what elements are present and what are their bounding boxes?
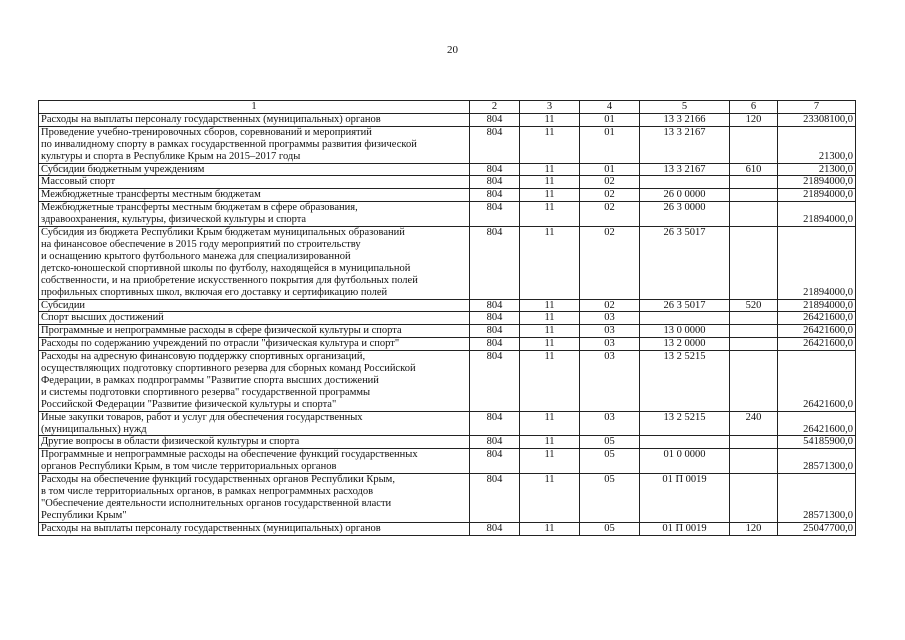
amount-cell: 21300,0 <box>778 126 856 163</box>
expense-name-line: и оснащению крытого футбольного манежа для специализированной <box>41 250 351 262</box>
amount-cell: 26421600,0 <box>778 351 856 412</box>
expense-name-line: Субсидия из бюджета Республики Крым бюджетам муниципальных образований <box>41 227 405 239</box>
expense-type-code-cell: 120 <box>730 113 778 126</box>
amount-cell: 26421600,0 <box>778 312 856 325</box>
table-row <box>39 351 856 412</box>
subsection-code-cell: 02 <box>580 202 640 227</box>
expense-name-cell <box>39 312 470 325</box>
target-item-code-cell: 26 0 0000 <box>640 189 730 202</box>
section-code-cell: 11 <box>520 411 580 436</box>
amount-cell: 21894000,0 <box>778 299 856 312</box>
expense-name-line: Расходы на выплаты персоналу государственных (муниципальных) органов <box>41 522 381 534</box>
expense-name-cell <box>39 522 470 535</box>
department-code-cell: 804 <box>470 299 520 312</box>
subsection-code-cell: 03 <box>580 351 640 412</box>
department-code-cell: 804 <box>470 436 520 449</box>
department-code-cell: 804 <box>470 325 520 338</box>
expense-name-line: Субсидии бюджетным учреждениям <box>41 163 205 175</box>
subsection-code-cell: 02 <box>580 189 640 202</box>
expense-name-line: на финансовое обеспечение в 2015 году мероприятий по строительству <box>41 238 361 250</box>
department-code-cell: 804 <box>470 411 520 436</box>
table-row <box>39 411 856 436</box>
target-item-code-cell: 13 3 2167 <box>640 126 730 163</box>
expense-name-cell <box>39 126 470 163</box>
section-code-cell: 11 <box>520 189 580 202</box>
section-code-cell: 11 <box>520 312 580 325</box>
expense-name-line: Расходы на адресную финансовую поддержку спортивных организаций, <box>41 351 366 363</box>
table-row <box>39 189 856 202</box>
expense-type-code-cell <box>730 189 778 202</box>
table-row <box>39 126 856 163</box>
subsection-code-cell: 05 <box>580 449 640 474</box>
expense-name-line: Другие вопросы в области физической культуры и спорта <box>41 436 300 448</box>
expense-name-cell <box>39 227 470 299</box>
expense-name-line: Спорт высших достижений <box>41 312 164 324</box>
target-item-code-cell: 26 3 5017 <box>640 227 730 299</box>
budget-table-container <box>38 100 856 536</box>
department-code-cell: 804 <box>470 449 520 474</box>
amount-cell: 21894000,0 <box>778 189 856 202</box>
table-row <box>39 163 856 176</box>
expense-type-code-cell <box>730 351 778 412</box>
amount-cell: 54185900,0 <box>778 436 856 449</box>
amount-cell: 26421600,0 <box>778 338 856 351</box>
expense-name-line: собственности, и на приобретение искусственного покрытия для футбольных полей <box>41 274 418 286</box>
amount-cell: 25047700,0 <box>778 522 856 535</box>
section-code-cell: 11 <box>520 338 580 351</box>
expense-type-code-cell <box>730 474 778 523</box>
expense-name-cell <box>39 449 470 474</box>
expense-name-line: Расходы на обеспечение функций государственных органов Республики Крым, <box>41 474 395 486</box>
expense-type-code-cell <box>730 126 778 163</box>
department-code-cell: 804 <box>470 113 520 126</box>
section-code-cell: 11 <box>520 351 580 412</box>
section-code-cell: 11 <box>520 176 580 189</box>
column-header: 1 <box>39 101 470 114</box>
expense-name-line: Расходы на выплаты персоналу государственных (муниципальных) органов <box>41 113 381 125</box>
table-row <box>39 176 856 189</box>
table-row <box>39 202 856 227</box>
expense-name-line: здравоохранения, культуры, физической культуры и спорта <box>41 214 307 226</box>
expense-name-cell <box>39 411 470 436</box>
subsection-code-cell: 02 <box>580 299 640 312</box>
department-code-cell: 804 <box>470 522 520 535</box>
expense-type-code-cell: 610 <box>730 163 778 176</box>
subsection-code-cell: 05 <box>580 436 640 449</box>
expense-type-code-cell: 120 <box>730 522 778 535</box>
target-item-code-cell <box>640 312 730 325</box>
expense-name-line: профильных спортивных школ, включая его доставку и сертификацию полей <box>41 286 388 298</box>
target-item-code-cell <box>640 176 730 189</box>
target-item-code-cell: 13 2 0000 <box>640 338 730 351</box>
department-code-cell: 804 <box>470 227 520 299</box>
expense-type-code-cell: 520 <box>730 299 778 312</box>
table-row <box>39 325 856 338</box>
department-code-cell: 804 <box>470 474 520 523</box>
table-row <box>39 113 856 126</box>
section-code-cell: 11 <box>520 299 580 312</box>
column-header: 4 <box>580 101 640 114</box>
section-code-cell: 11 <box>520 163 580 176</box>
amount-cell: 26421600,0 <box>778 411 856 436</box>
department-code-cell: 804 <box>470 338 520 351</box>
expense-name-line: Программные и непрограммные расходы в сфере физической культуры и спорта <box>41 325 402 337</box>
expense-name-line: Массовый спорт <box>41 176 116 188</box>
expense-name-line: по инвалидному спорту в рамках государственной программы развития физической <box>41 138 417 150</box>
expense-name-cell <box>39 338 470 351</box>
section-code-cell: 11 <box>520 474 580 523</box>
subsection-code-cell: 05 <box>580 474 640 523</box>
expense-name-cell <box>39 325 470 338</box>
column-header: 2 <box>470 101 520 114</box>
expense-name-cell <box>39 299 470 312</box>
expense-type-code-cell <box>730 176 778 189</box>
department-code-cell: 804 <box>470 126 520 163</box>
expense-name-cell <box>39 189 470 202</box>
target-item-code-cell: 13 3 2167 <box>640 163 730 176</box>
amount-cell: 21894000,0 <box>778 202 856 227</box>
amount-cell: 21894000,0 <box>778 176 856 189</box>
department-code-cell: 804 <box>470 202 520 227</box>
expense-name-cell <box>39 351 470 412</box>
expense-name-line: детско-юношеской спортивной школы по футболу, находящейся в муниципальной <box>41 262 411 274</box>
expense-name-line: Межбюджетные трансферты местным бюджетам в сфере образования, <box>41 202 358 214</box>
expense-name-line: Российской Федерации "Развитие физической культуры и спорта" <box>41 398 337 410</box>
target-item-code-cell: 01 П 0019 <box>640 474 730 523</box>
expense-type-code-cell <box>730 227 778 299</box>
budget-table <box>38 100 856 536</box>
subsection-code-cell: 02 <box>580 176 640 189</box>
expense-type-code-cell <box>730 436 778 449</box>
amount-cell: 21300,0 <box>778 163 856 176</box>
target-item-code-cell: 26 3 0000 <box>640 202 730 227</box>
amount-cell: 23308100,0 <box>778 113 856 126</box>
expense-name-cell <box>39 474 470 523</box>
column-number-row <box>39 101 856 114</box>
subsection-code-cell: 01 <box>580 126 640 163</box>
expense-type-code-cell <box>730 202 778 227</box>
section-code-cell: 11 <box>520 522 580 535</box>
expense-name-cell <box>39 202 470 227</box>
table-row <box>39 522 856 535</box>
department-code-cell: 804 <box>470 312 520 325</box>
expense-name-line: Межбюджетные трансферты местным бюджетам <box>41 189 261 201</box>
expense-name-line: Проведение учебно-тренировочных сборов, соревнований и мероприятий <box>41 126 372 138</box>
expense-name-cell <box>39 163 470 176</box>
expense-name-line: "Обеспечение деятельности исполнительных органов государственной власти <box>41 498 392 509</box>
column-header: 5 <box>640 101 730 114</box>
page-number: 20 <box>447 44 458 56</box>
department-code-cell: 804 <box>470 163 520 176</box>
subsection-code-cell: 03 <box>580 411 640 436</box>
column-header: 6 <box>730 101 778 114</box>
department-code-cell: 804 <box>470 351 520 412</box>
subsection-code-cell: 03 <box>580 325 640 338</box>
column-header: 7 <box>778 101 856 114</box>
subsection-code-cell: 01 <box>580 163 640 176</box>
expense-name-cell <box>39 436 470 449</box>
table-row <box>39 227 856 299</box>
expense-name-cell <box>39 113 470 126</box>
expense-name-line: в том числе территориальных органов, в рамках непрограммных расходов <box>41 486 374 498</box>
expense-name-cell <box>39 176 470 189</box>
table-row <box>39 312 856 325</box>
subsection-code-cell: 02 <box>580 227 640 299</box>
subsection-code-cell: 03 <box>580 338 640 351</box>
expense-type-code-cell <box>730 312 778 325</box>
expense-type-code-cell <box>730 338 778 351</box>
section-code-cell: 11 <box>520 113 580 126</box>
expense-name-line: органов Республики Крым, в том числе территориальных органов <box>41 461 337 473</box>
subsection-code-cell: 03 <box>580 312 640 325</box>
expense-name-line: и системы подготовки спортивного резерва" государственной программы <box>41 386 371 398</box>
subsection-code-cell: 05 <box>580 522 640 535</box>
target-item-code-cell: 13 3 2166 <box>640 113 730 126</box>
target-item-code-cell <box>640 436 730 449</box>
amount-cell: 21894000,0 <box>778 227 856 299</box>
table-row <box>39 299 856 312</box>
amount-cell: 26421600,0 <box>778 325 856 338</box>
expense-name-line: Субсидии <box>41 299 86 311</box>
table-row <box>39 474 856 523</box>
section-code-cell: 11 <box>520 325 580 338</box>
department-code-cell: 804 <box>470 176 520 189</box>
amount-cell: 28571300,0 <box>778 474 856 523</box>
section-code-cell: 11 <box>520 227 580 299</box>
section-code-cell: 11 <box>520 202 580 227</box>
expense-name-line: осуществляющих подготовку спортивного резерва для сборных команд Российской <box>41 363 416 375</box>
expense-name-line: культуры и спорта в Республике Крым на 2015–2017 годы <box>41 150 301 162</box>
target-item-code-cell: 13 2 5215 <box>640 351 730 412</box>
section-code-cell: 11 <box>520 436 580 449</box>
expense-type-code-cell: 240 <box>730 411 778 436</box>
expense-name-line: Федерации, в рамках подпрограммы "Развитие спорта высших достижений <box>41 374 379 386</box>
subsection-code-cell: 01 <box>580 113 640 126</box>
expense-name-line: (муниципальных) нужд <box>41 423 147 435</box>
department-code-cell: 804 <box>470 189 520 202</box>
expense-type-code-cell <box>730 449 778 474</box>
amount-cell: 28571300,0 <box>778 449 856 474</box>
target-item-code-cell: 26 3 5017 <box>640 299 730 312</box>
expense-type-code-cell <box>730 325 778 338</box>
target-item-code-cell: 13 2 5215 <box>640 411 730 436</box>
table-row <box>39 436 856 449</box>
column-header: 3 <box>520 101 580 114</box>
target-item-code-cell: 13 0 0000 <box>640 325 730 338</box>
table-row <box>39 449 856 474</box>
table-row <box>39 338 856 351</box>
expense-name-line: Расходы по содержанию учреждений по отрасли "физическая культура и спорт" <box>41 338 400 350</box>
expense-name-line: Республики Крым" <box>41 509 127 521</box>
section-code-cell: 11 <box>520 126 580 163</box>
target-item-code-cell: 01 0 0000 <box>640 449 730 474</box>
target-item-code-cell: 01 П 0019 <box>640 522 730 535</box>
expense-name-line: Программные и непрограммные расходы на обеспечение функций государственных <box>41 449 418 461</box>
expense-name-line: Иные закупки товаров, работ и услуг для обеспечения государственных <box>41 411 363 423</box>
section-code-cell: 11 <box>520 449 580 474</box>
